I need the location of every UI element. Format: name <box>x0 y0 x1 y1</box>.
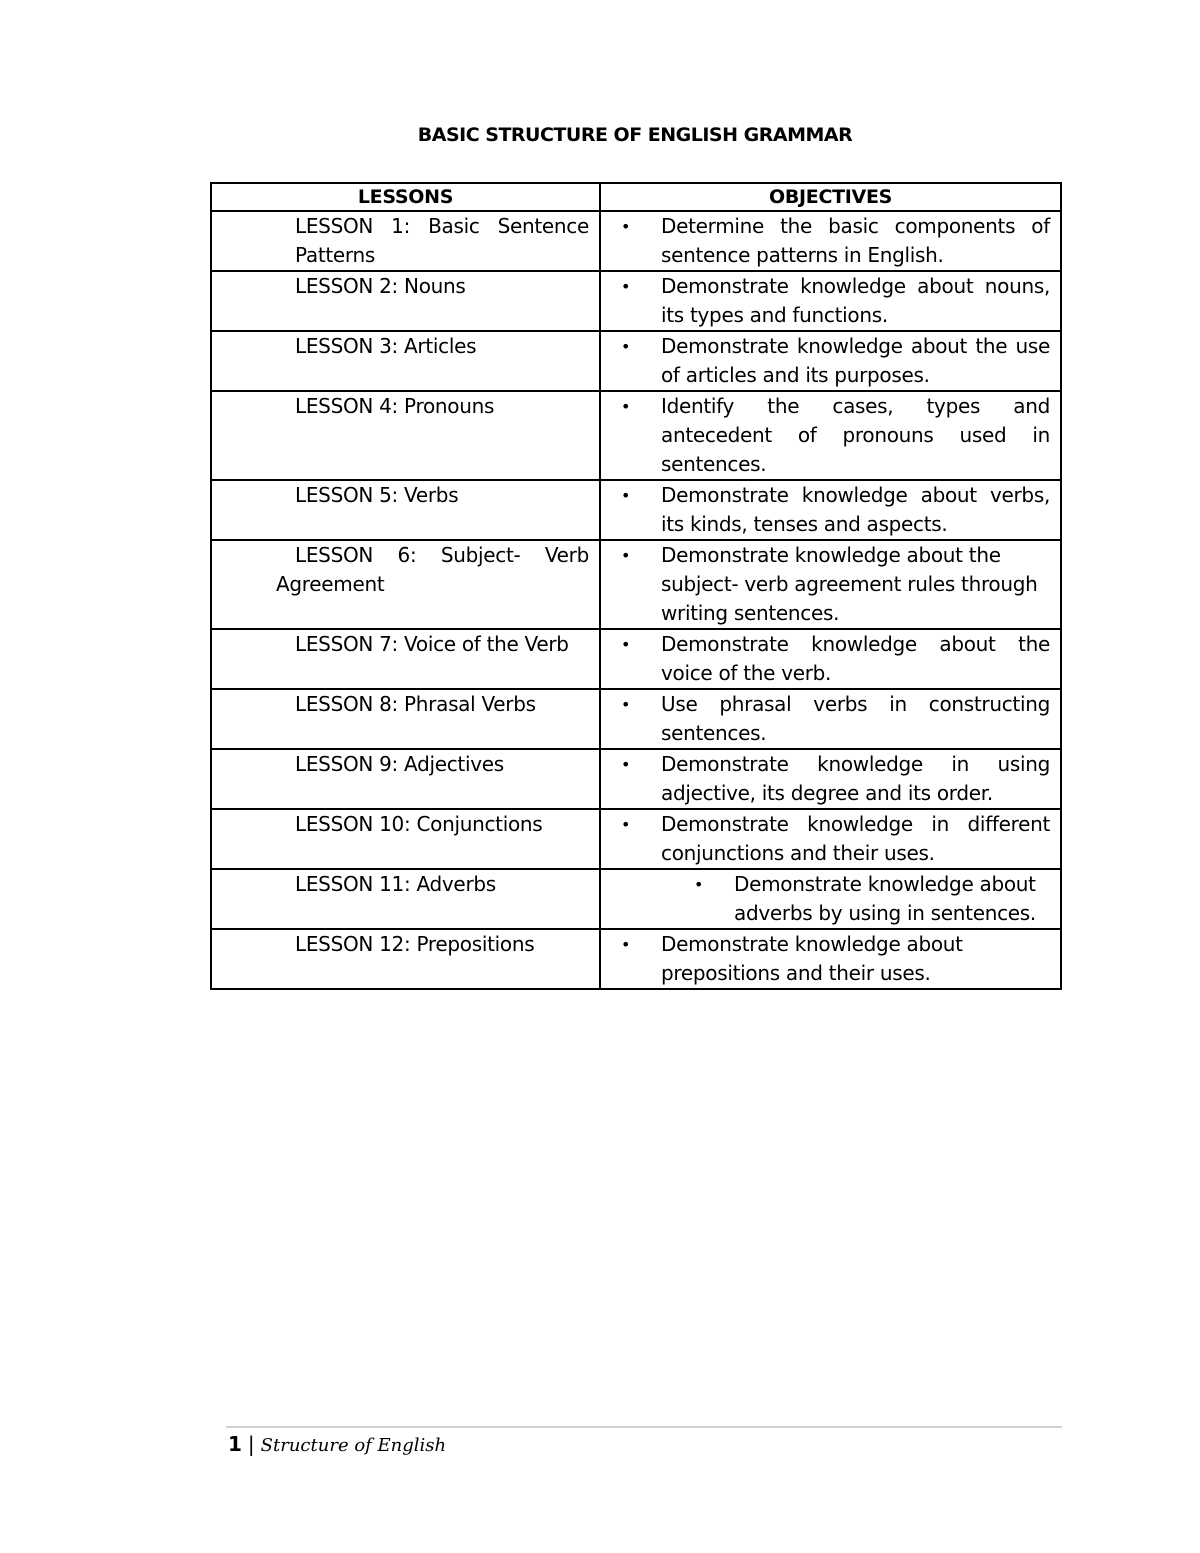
objective-text: Determine the basic components of sentence patterns in English. <box>661 214 1050 267</box>
objective-text: Demonstrate knowledge about nouns, its types and functions. <box>661 274 1050 327</box>
objective-cell <box>600 271 1061 331</box>
bullet-icon: • <box>621 337 631 356</box>
lesson-cell: LESSON 1: Basic Sentence Patterns <box>211 211 600 271</box>
footer-divider <box>226 1426 1062 1428</box>
document-title: BASIC STRUCTURE OF ENGLISH GRAMMAR <box>417 124 853 146</box>
lesson-cell: LESSON 7: Voice of the Verb <box>211 629 600 689</box>
lesson-cell: LESSON 6: Subject- Verb Agreement <box>211 540 600 629</box>
table-row <box>211 929 1061 989</box>
table-row <box>211 211 1061 271</box>
objective-cell <box>600 749 1061 809</box>
lesson-cell: LESSON 3: Articles <box>211 331 600 391</box>
objective-cell <box>600 211 1061 271</box>
lesson-cell: LESSON 12: Prepositions <box>211 929 600 989</box>
table-row <box>211 540 1061 629</box>
objective-cell <box>600 540 1061 629</box>
objective-cell <box>600 689 1061 749</box>
table-row <box>211 809 1061 869</box>
bullet-icon: • <box>621 935 631 954</box>
objective-cell <box>600 869 1061 929</box>
objective-text: Demonstrate knowledge about prepositions and their uses. <box>661 932 963 985</box>
objective-text: Demonstrate knowledge in different conjunctions and their uses. <box>661 812 1050 865</box>
table-row <box>211 391 1061 480</box>
objective-text: Demonstrate knowledge about the use of articles and its purposes. <box>661 334 1050 387</box>
bullet-icon: • <box>621 397 631 416</box>
objective-text: Use phrasal verbs in constructing sentences. <box>661 692 1050 745</box>
bullet-icon: • <box>694 875 704 894</box>
objectives-header: OBJECTIVES <box>600 183 1061 211</box>
bullet-icon: • <box>621 546 631 565</box>
lesson-cell: LESSON 2: Nouns <box>211 271 600 331</box>
objective-text: Demonstrate knowledge about verbs, its kinds, tenses and aspects. <box>661 483 1050 536</box>
table-row <box>211 869 1061 929</box>
bullet-icon: • <box>621 486 631 505</box>
table-header-row <box>211 183 1061 211</box>
objective-cell <box>600 391 1061 480</box>
lesson-cell: LESSON 8: Phrasal Verbs <box>211 689 600 749</box>
lesson-cell: LESSON 10: Conjunctions <box>211 809 600 869</box>
objective-text: Identify the cases, types and antecedent of pronouns used in sentences. <box>661 394 1050 476</box>
objective-text: Demonstrate knowledge in using adjective, its degree and its order. <box>661 752 1050 805</box>
bullet-icon: • <box>621 635 631 654</box>
lessons-objectives-table <box>210 182 1062 990</box>
objective-cell <box>600 331 1061 391</box>
footer-title: Structure of English <box>260 1435 447 1456</box>
table-row <box>211 689 1061 749</box>
objective-cell <box>600 480 1061 540</box>
bullet-icon: • <box>621 277 631 296</box>
page-number: 1 <box>228 1432 242 1456</box>
bullet-icon: • <box>621 217 631 236</box>
lesson-cell: LESSON 5: Verbs <box>211 480 600 540</box>
objective-text: Demonstrate knowledge about the subject- verb agreement rules through writing sentences. <box>661 543 1038 625</box>
bullet-icon: • <box>621 755 631 774</box>
table-row <box>211 331 1061 391</box>
table-row <box>211 480 1061 540</box>
lesson-cell: LESSON 11: Adverbs <box>211 869 600 929</box>
bullet-icon: • <box>621 695 631 714</box>
page-footer <box>228 1432 446 1456</box>
objective-text: Demonstrate knowledge about the voice of the verb. <box>661 632 1050 685</box>
lesson-cell: LESSON 4: Pronouns <box>211 391 600 480</box>
table-row <box>211 271 1061 331</box>
footer-separator: | <box>247 1432 255 1456</box>
lesson-cell: LESSON 9: Adjectives <box>211 749 600 809</box>
table-row <box>211 749 1061 809</box>
lessons-header: LESSONS <box>211 183 600 211</box>
table-row <box>211 629 1061 689</box>
objective-cell <box>600 929 1061 989</box>
objective-text: Demonstrate knowledge about adverbs by using in sentences. <box>734 872 1036 925</box>
bullet-icon: • <box>621 815 631 834</box>
objective-cell <box>600 809 1061 869</box>
objective-cell <box>600 629 1061 689</box>
